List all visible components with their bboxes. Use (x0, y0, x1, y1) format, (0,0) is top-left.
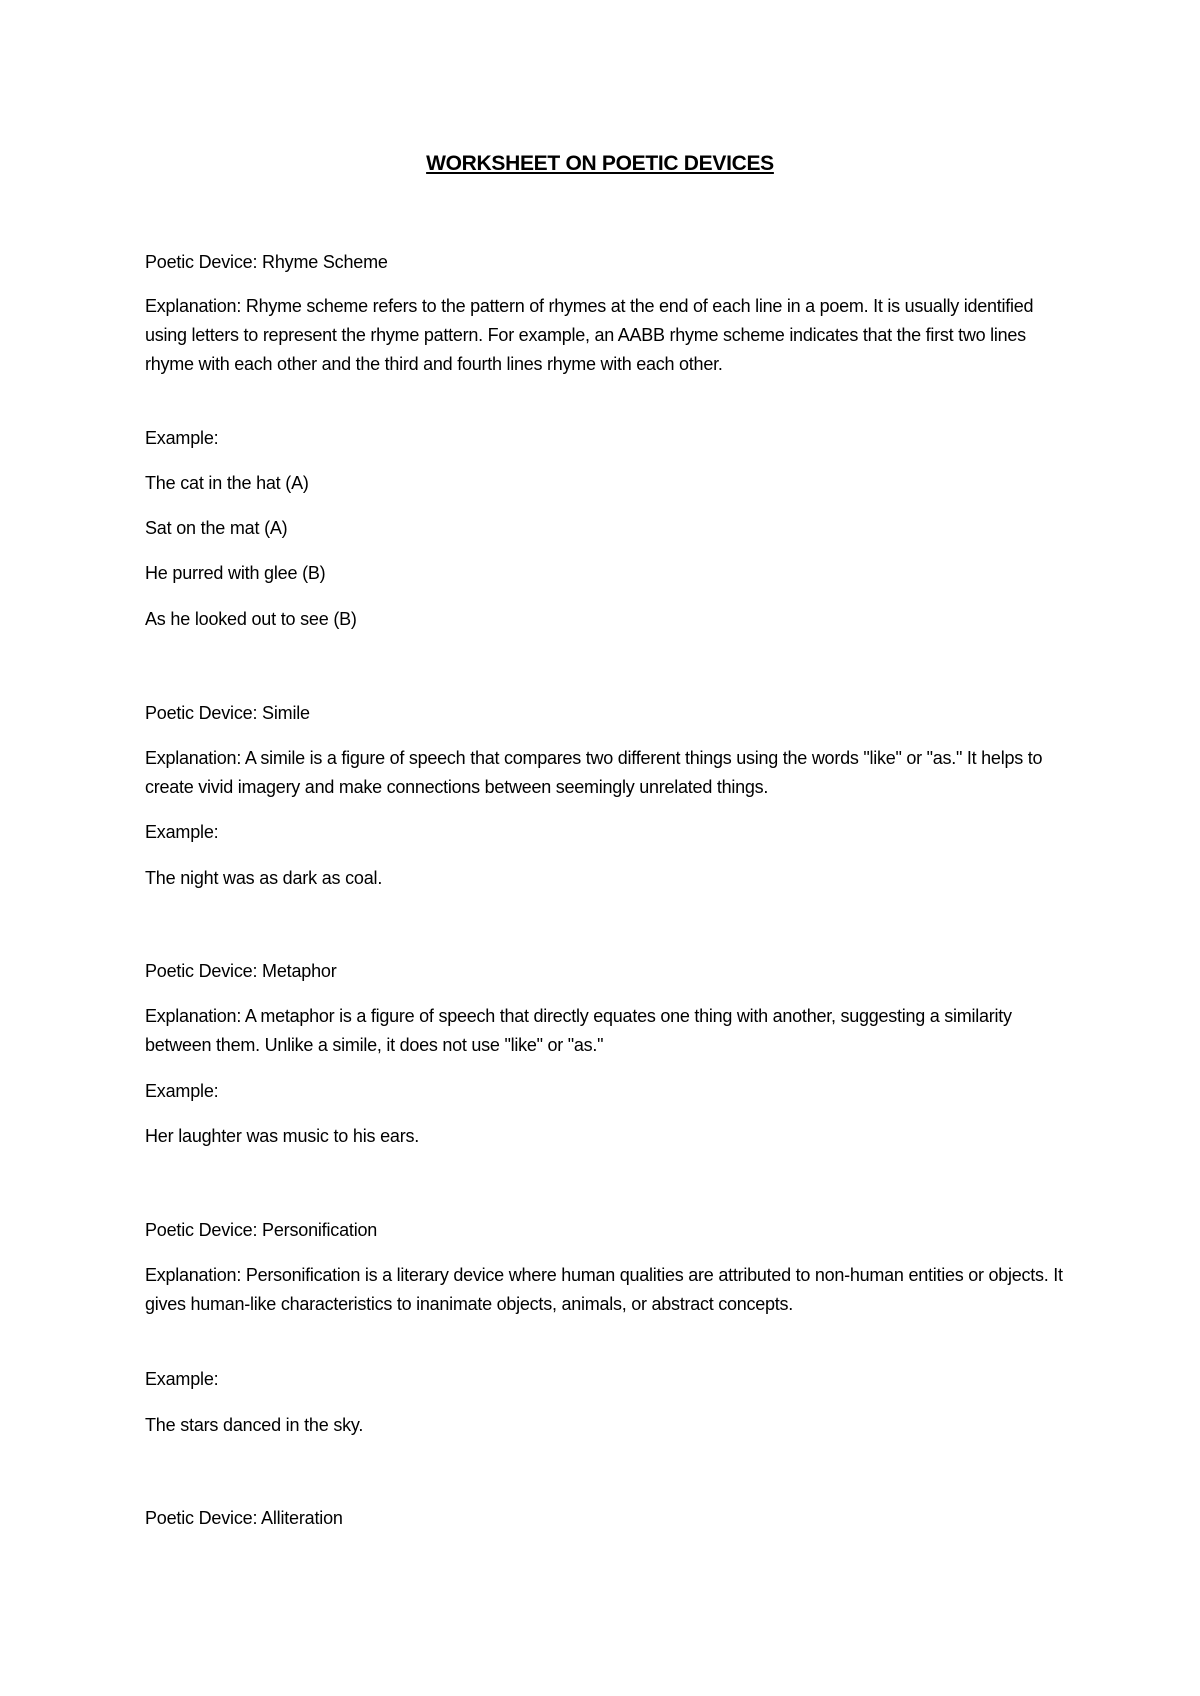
section-explanation: Explanation: Personification is a literary device where human qualities are attributed to non-human entities or objects. It gives human-like characteristics to inanimate objects, animals, or abstract concepts. (145, 1265, 1063, 1314)
example-label: Example: (145, 822, 219, 842)
section-heading: Poetic Device: Alliteration (145, 1508, 343, 1528)
example-label: Example: (145, 428, 219, 448)
section-heading: Poetic Device: Rhyme Scheme (145, 252, 388, 272)
example-label: Example: (145, 1369, 219, 1389)
section-explanation: Explanation: Rhyme scheme refers to the pattern of rhymes at the end of each line in a poem. It is usually identified using letters to represent the rhyme pattern. For example, an AABB rhyme scheme indicates that the first two lines rhyme with each other and the third and fourth lines rhyme with each other. (145, 296, 1034, 374)
section-explanation: Explanation: A metaphor is a figure of speech that directly equates one thing with another, suggesting a similarity between them. Unlike a simile, it does not use "like" or "as." (145, 1006, 1012, 1055)
example-line: The night was as dark as coal. (145, 868, 383, 888)
section-heading: Poetic Device: Personification (145, 1220, 378, 1240)
section-explanation: Explanation: A simile is a figure of speech that compares two different things using the words "like" or "as." It helps to create vivid imagery and make connections between seemingly unrelated things. (145, 748, 1043, 797)
section-heading: Poetic Device: Metaphor (145, 961, 337, 981)
document-title: WORKSHEET ON POETIC DEVICES (426, 152, 774, 175)
example-line: The cat in the hat (A) (145, 473, 309, 493)
example-line: He purred with glee (B) (145, 563, 326, 583)
example-line: As he looked out to see (B) (145, 609, 357, 629)
section-heading: Poetic Device: Simile (145, 703, 310, 723)
example-label: Example: (145, 1081, 219, 1101)
example-line: The stars danced in the sky. (145, 1415, 364, 1435)
example-line: Her laughter was music to his ears. (145, 1126, 420, 1146)
example-line: Sat on the mat (A) (145, 518, 288, 538)
